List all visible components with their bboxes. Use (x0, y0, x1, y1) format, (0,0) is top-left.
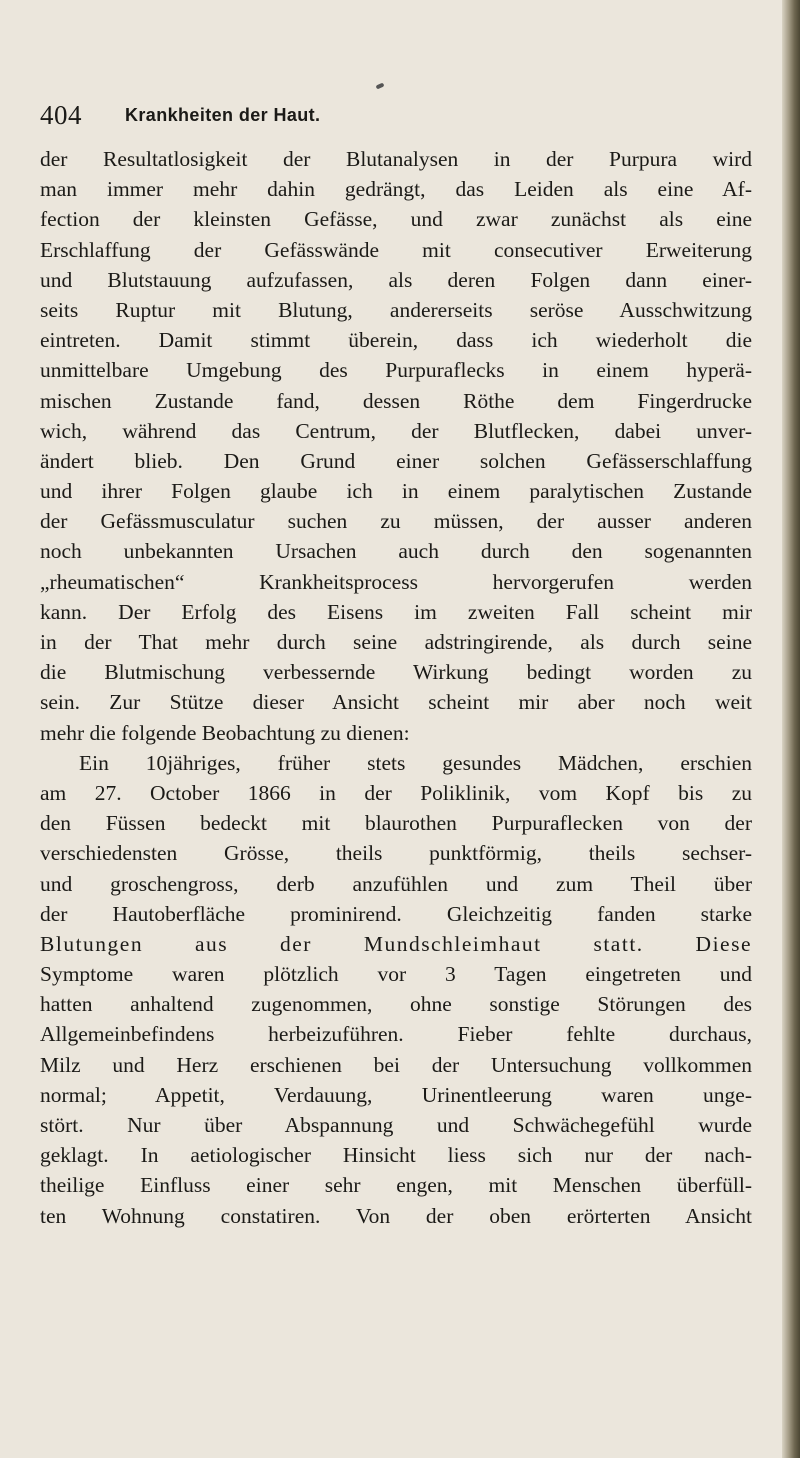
text-line-paragraph-end: mehr die folgende Beobachtung zu dienen: (40, 720, 410, 745)
text-line: fection der kleinsten Gefässe, und zwar zunächst als eine (40, 207, 752, 232)
text-line: hatten anhaltend zugenommen, ohne sonstige Störungen des (40, 992, 752, 1017)
text-line: am 27. October 1866 in der Poliklinik, vom Kopf bis zu (40, 780, 752, 805)
text-line: eintreten. Damit stimmt überein, dass ich wiederholt die (40, 328, 752, 353)
text-line: der Resultatlosigkeit der Blutanalysen in der Purpura wird (40, 147, 752, 171)
text-line: sein. Zur Stütze dieser Ansicht scheint mir aber noch weit (40, 690, 752, 715)
text-line: „rheumatischen“ Krankheitsprocess hervorgerufen werden (40, 569, 752, 594)
text-line: und Blutstauung aufzufassen, als deren Folgen dann einer- (40, 267, 752, 292)
text-line: ändert blieb. Den Grund einer solchen Gefässerschlaffung (40, 448, 752, 473)
running-title: Krankheiten der Haut. (125, 105, 321, 125)
text-line: der Hautoberfläche prominirend. Gleichzeitig fanden starke (40, 901, 752, 926)
text-line: man immer mehr dahin gedrängt, das Leiden als eine Af- (40, 177, 752, 202)
text-line: normal; Appetit, Verdauung, Urinentleerung waren unge- (40, 1082, 752, 1107)
text-line-spaced: Blutungen aus der Mundschleimhaut statt. Diese (40, 931, 752, 956)
text-line: unmittelbare Umgebung des Purpuraflecks in einem hyperä- (40, 358, 752, 383)
text-line: verschiedensten Grösse, theils punktförmig, theils sechser- (40, 841, 752, 866)
text-line: Erschlaffung der Gefässwände mit consecutiver Erweiterung (40, 237, 752, 262)
page-number: 404 (40, 100, 82, 130)
text-line: kann. Der Erfolg des Eisens im zweiten Fall scheint mir (40, 599, 752, 624)
text-line: Symptome waren plötzlich vor 3 Tagen eingetreten und (40, 962, 752, 987)
text-line: die Blutmischung verbessernde Wirkung bedingt worden zu (40, 660, 752, 685)
text-line: und ihrer Folgen glaube ich in einem paralytischen Zustande (40, 479, 752, 504)
text-line: Milz und Herz erschienen bei der Untersuchung vollkommen (40, 1052, 752, 1077)
text-line: theilige Einfluss einer sehr engen, mit Menschen überfüll- (40, 1173, 752, 1198)
text-line: in der That mehr durch seine adstringirende, als durch seine (40, 630, 752, 654)
text-line: stört. Nur über Abspannung und Schwächegefühl wurde (40, 1113, 752, 1137)
body-text (40, 144, 752, 1231)
text-line-paragraph-start: Ein 10jähriges, früher stets gesundes Mädchen, erschien (79, 750, 752, 775)
text-line: der Gefässmusculatur suchen zu müssen, der ausser anderen (40, 509, 752, 534)
text-line: den Füssen bedeckt mit blaurothen Purpuraflecken von der (40, 811, 752, 836)
text-line: geklagt. In aetiologischer Hinsicht liess sich nur der nach- (40, 1143, 752, 1168)
text-line: mischen Zustande fand, dessen Röthe dem Fingerdrucke (40, 388, 752, 413)
page-edge-shadow (782, 0, 800, 1458)
page-header (40, 100, 760, 134)
text-line: Allgemeinbefindens herbeizuführen. Fieber fehlte durchaus, (40, 1022, 752, 1047)
ink-mark (376, 82, 385, 89)
text-line: wich, während das Centrum, der Blutflecken, dabei unver- (40, 418, 752, 443)
text-line: noch unbekannten Ursachen auch durch den sogenannten (40, 539, 752, 564)
text-line: seits Ruptur mit Blutung, andererseits seröse Ausschwitzung (40, 297, 752, 322)
text-line: ten Wohnung constatiren. Von der oben erörterten Ansicht (40, 1203, 752, 1228)
text-line: und groschengross, derb anzufühlen und zum Theil über (40, 871, 752, 896)
